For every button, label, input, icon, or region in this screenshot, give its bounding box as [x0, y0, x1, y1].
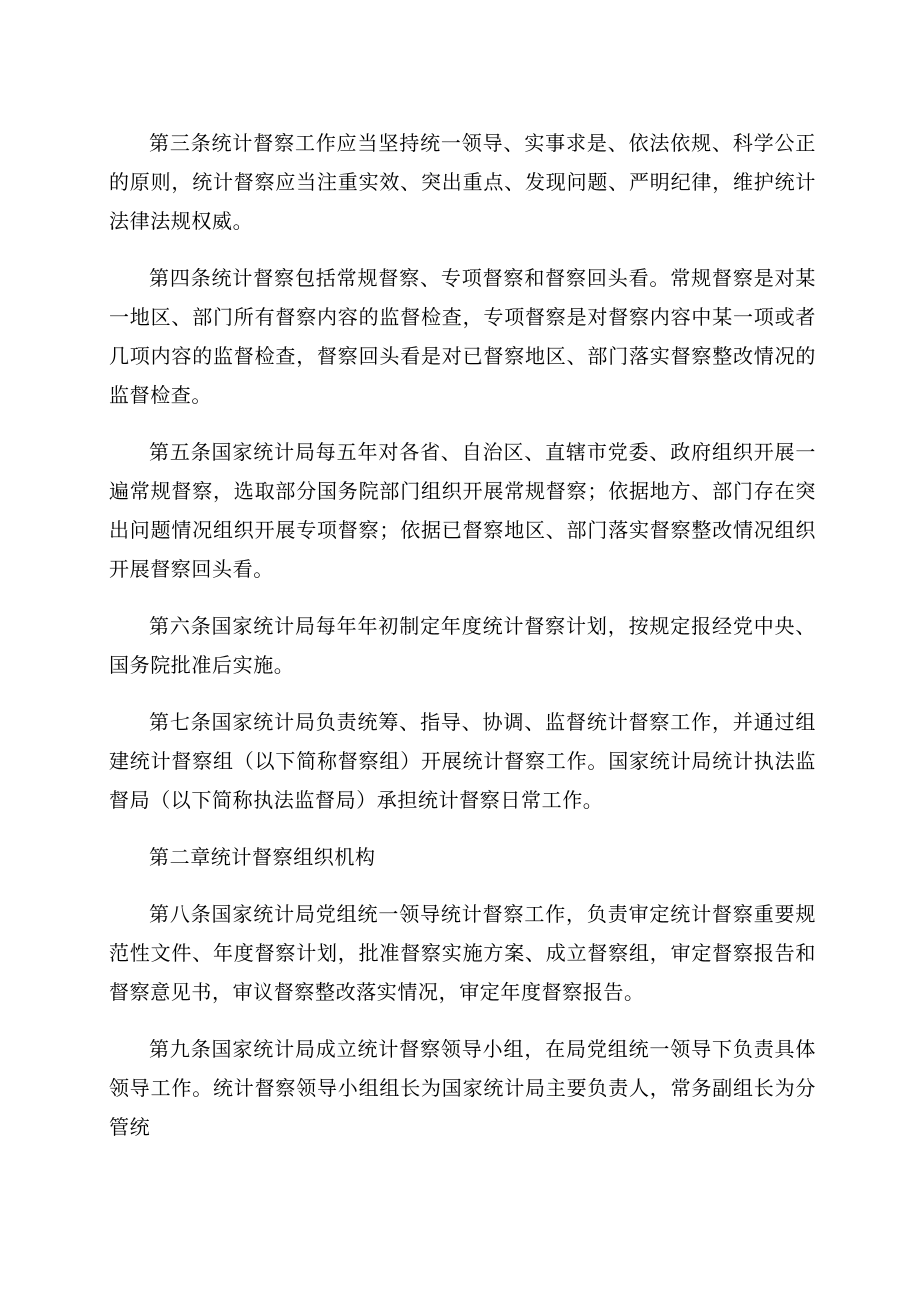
chapter-2-heading: 第二章统计督察组织机构 — [149, 845, 376, 869]
article-8-paragraph: 第八条国家统计局党组统一领导统计督察工作，负责审定统计督察重要规范性文件、年度督察计划，批准督察实施方案、成立督察组，审定督察报告和督察意见书，审议督察整改落实情况，审定年度督察报告。 — [109, 902, 816, 1004]
article-3-paragraph: 第三条统计督察工作应当坚持统一领导、实事求是、依法依规、科学公正的原则，统计督察应当注重实效、突出重点、发现问题、严明纪律，维护统计法律法规权威。 — [109, 131, 816, 233]
article-6-paragraph: 第六条国家统计局每年年初制定年度统计督察计划，按规定报经党中央、国务院批准后实施。 — [109, 614, 816, 677]
document-body — [109, 124, 816, 1165]
article-7-paragraph: 第七条国家统计局负责统筹、指导、协调、监督统计督察工作，并通过组建统计督察组（以下简称督察组）开展统计督察工作。国家统计局统计执法监督局（以下简称执法监督局）承担统计督察日常工作。 — [109, 710, 816, 812]
article-5-paragraph: 第五条国家统计局每五年对各省、自治区、直辖市党委、政府组织开展一遍常规督察，选取部分国务院部门组织开展常规督察；依据地方、部门存在突出问题情况组织开展专项督察；依据已督察地区、部门落实督察整改情况组织开展督察回头看。 — [109, 440, 816, 581]
article-4-paragraph: 第四条统计督察包括常规督察、专项督察和督察回头看。常规督察是对某一地区、部门所有督察内容的监督检查，专项督察是对督察内容中某一项或者几项内容的监督检查，督察回头看是对已督察地区、部门落实督察整改情况的监督检查。 — [109, 266, 816, 407]
article-9-paragraph: 第九条国家统计局成立统计督察领导小组，在局党组统一领导下负责具体领导工作。统计督察领导小组组长为国家统计局主要负责人，常务副组长为分管统 — [109, 1037, 816, 1139]
